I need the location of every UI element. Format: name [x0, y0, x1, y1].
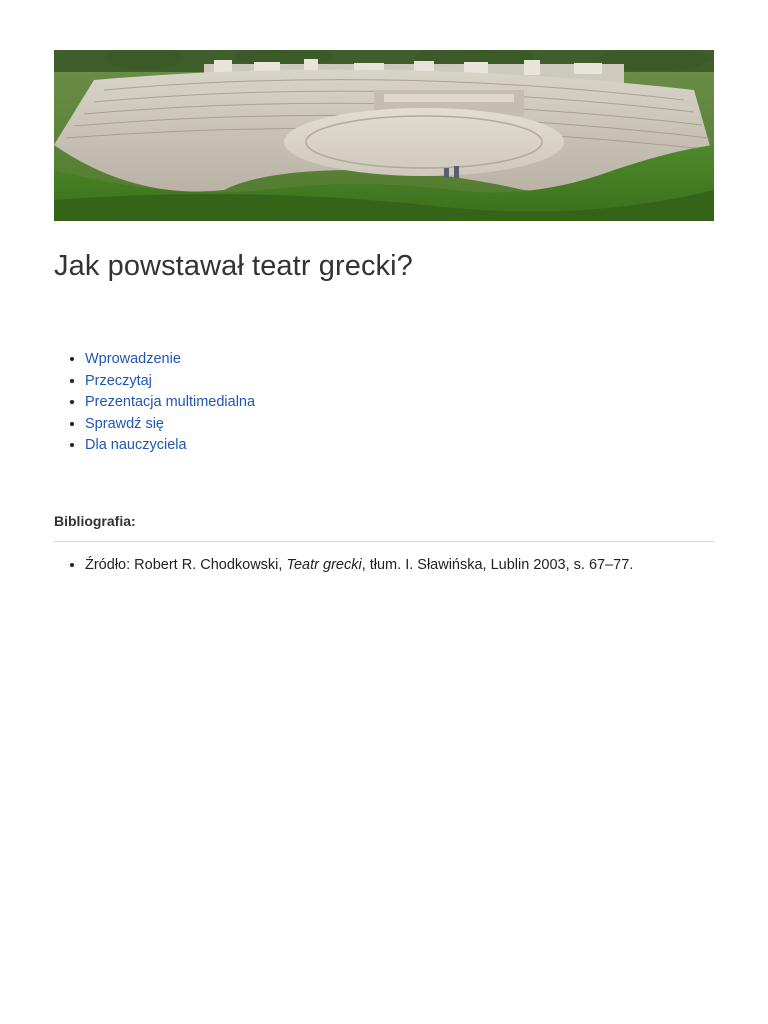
bibliography-heading: Bibliografia:: [54, 513, 136, 529]
page-title: Jak powstawał teatr grecki?: [54, 250, 413, 282]
divider: [54, 541, 714, 542]
toc-item-presentation: [85, 392, 255, 414]
bibliography-entry: [85, 555, 633, 576]
bibliography-entry-suffix: , tłum. I. Sławińska, Lublin 2003, s. 67–77.: [361, 557, 634, 573]
link-check-yourself[interactable]: Sprawdź się: [85, 415, 164, 432]
toc-item-check-yourself: [85, 414, 255, 436]
bibliography-entry-title: Teatr grecki: [286, 557, 362, 573]
link-introduction[interactable]: Wprowadzenie: [85, 351, 181, 367]
link-presentation[interactable]: Prezentacja multimedialna: [85, 394, 256, 411]
bibliography-list: [54, 555, 633, 576]
table-of-contents: [54, 349, 255, 457]
toc-item-read: [85, 371, 255, 393]
hero-image: [54, 50, 714, 221]
bibliography-entry-prefix: Źródło: Robert R. Chodkowski,: [85, 557, 287, 573]
link-read[interactable]: Przeczytaj: [85, 372, 152, 389]
link-for-teacher[interactable]: Dla nauczyciela: [85, 437, 187, 454]
toc-item-for-teacher: [85, 435, 255, 457]
toc-item-introduction: [85, 349, 255, 371]
greek-theatre-photo: [54, 50, 714, 221]
